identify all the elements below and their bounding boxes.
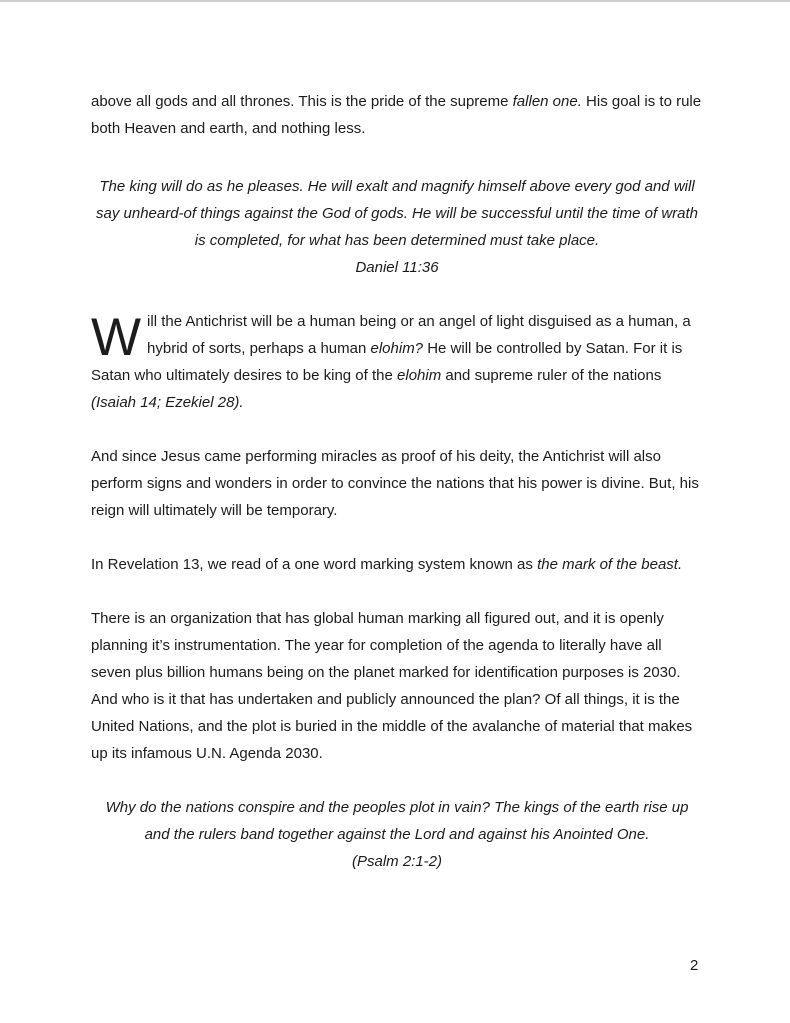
elohim-emphasis-1: elohim? bbox=[370, 340, 424, 357]
paragraph-pride-text-1: above all gods and all thrones. This is the pride of the supreme bbox=[91, 93, 513, 110]
page-number: 2 bbox=[690, 957, 699, 974]
quote-daniel-reference: Daniel 11:36 bbox=[355, 259, 439, 276]
elohim-emphasis-2: elohim bbox=[397, 367, 442, 384]
paragraph-united-nations: There is an organization that has global human marking all figured out, and it is openly planning it’s instrumentation. The year for completion of the agenda to literally have all seven plus billion humans being on the planet marked for identification purposes is 2030. And who is it that has undertaken and publicly announced the plan? Of all things, it is the United Nations, and the plot is buried in the middle of the avalanche of material that makes up its infamous U.N. Agenda 2030. bbox=[91, 610, 693, 762]
paragraph-pride bbox=[91, 88, 703, 142]
fallen-one-emphasis: fallen one. bbox=[512, 93, 582, 110]
paragraph-pride-text-2: His goal is to rule both Heaven and earth, and nothing less. bbox=[91, 93, 702, 137]
paragraph-antichrist-text-1: ill the Antichrist will be a human being or an angel of light disguised as a human, a hybrid of sorts, perhaps a human bbox=[147, 313, 691, 357]
document-page bbox=[91, 88, 703, 902]
paragraph-revelation-text: In Revelation 13, we read of a one word marking system known as bbox=[91, 556, 538, 573]
top-divider bbox=[0, 0, 790, 2]
quote-psalm-reference: (Psalm 2:1-2) bbox=[351, 853, 443, 870]
paragraph-revelation bbox=[91, 551, 703, 578]
quote-psalm-text: Why do the nations conspire and the peoples plot in vain? The kings of the earth rise up and the rulers band together against the Lord and against his Anointed One. bbox=[105, 799, 689, 843]
mark-of-the-beast-emphasis: the mark of the beast. bbox=[537, 556, 683, 573]
drop-cap-letter: W bbox=[91, 308, 142, 367]
paragraph-antichrist-text-2: He will be controlled by Satan. For it is Satan who ultimately desires to be king of the bbox=[91, 340, 683, 384]
quote-daniel-text: The king will do as he pleases. He will exalt and magnify himself above every god and will say unheard-of things against the God of gods. He will be successful until the time of wrath is completed, for what has been determined must take place. bbox=[96, 178, 698, 249]
paragraph-antichrist bbox=[91, 308, 703, 416]
scripture-quote-psalm bbox=[91, 794, 703, 875]
scripture-quote-daniel bbox=[91, 169, 703, 281]
isaiah-ezekiel-reference: (Isaiah 14; Ezekiel 28). bbox=[91, 394, 244, 411]
paragraph-antichrist-text-3: and supreme ruler of the nations bbox=[441, 367, 662, 384]
paragraph-miracles: And since Jesus came performing miracles as proof of his deity, the Antichrist will also perform signs and wonders in order to convince the nations that his power is divine. But, his reign will ultimately will be temporary. bbox=[91, 448, 699, 519]
